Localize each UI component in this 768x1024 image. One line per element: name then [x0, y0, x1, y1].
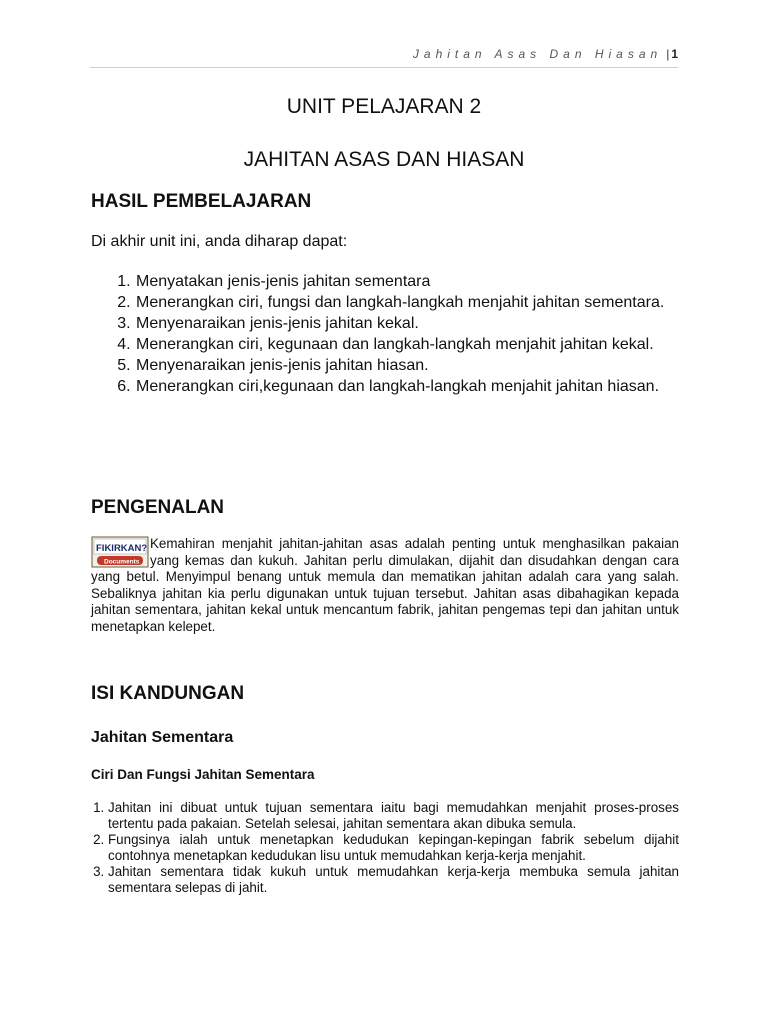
- pengenalan-heading: PENGENALAN: [91, 497, 225, 518]
- list-item: 3. Jahitan sementara tidak kukuh untuk memudahkan kerja-kerja membuka semula jahitan sementara selepas di jahit.: [108, 864, 679, 896]
- running-title: Jahitan Asas Dan Hiasan: [412, 47, 663, 61]
- ciri-fungsi-heading: Ciri Dan Fungsi Jahitan Sementara: [91, 767, 315, 782]
- jahitan-sementara-heading: Jahitan Sementara: [91, 729, 234, 746]
- header-rule: [90, 67, 678, 68]
- header-separator: |: [666, 47, 670, 61]
- topic-title: JAHITAN ASAS DAN HIASAN: [243, 148, 525, 171]
- hasil-intro: Di akhir unit ini, anda diharap dapat:: [91, 233, 348, 250]
- list-item: 4. Menerangkan ciri, kegunaan dan langkah-langkah menjahit jahitan kekal.: [135, 334, 679, 355]
- fikirkan-badge-icon: [91, 536, 149, 568]
- learning-outcomes-list: [91, 271, 679, 397]
- hasil-heading: HASIL PEMBELAJARAN: [91, 191, 312, 212]
- ciri-list: [91, 800, 679, 896]
- list-item: 1. Jahitan ini dibuat untuk tujuan sementara iaitu bagi memudahkan menjahit proses-proses tertentu pada pakaian. Setelah selesai, jahitan sementara akan dibuka semula.: [108, 800, 679, 832]
- list-item: 5. Menyenaraikan jenis-jenis jahitan hiasan.: [135, 355, 679, 376]
- pengenalan-paragraph: [91, 536, 679, 636]
- page-number: 1: [671, 47, 678, 61]
- list-item: 2. Menerangkan ciri, fungsi dan langkah-langkah menjahit jahitan sementara.: [135, 292, 679, 313]
- list-item: 3. Menyenaraikan jenis-jenis jahitan kekal.: [135, 313, 679, 334]
- badge-subtext: Documents: [104, 558, 140, 566]
- badge-text: FIKIRKAN?: [96, 543, 148, 554]
- unit-title: UNIT PELAJARAN 2: [286, 95, 482, 118]
- list-item: 2. Fungsinya ialah untuk menetapkan kedudukan kepingan-kepingan fabrik sebelum dijahit contohnya menetapkan kedudukan lisu untuk memudahkan kerja-kerja menjahit.: [108, 832, 679, 864]
- isi-heading: ISI KANDUNGAN: [91, 683, 245, 704]
- pengenalan-text: Kemahiran menjahit jahitan-jahitan asas adalah penting untuk menghasilkan pakaian yang kemas dan kukuh. Jahitan perlu dimulakan, dijahit dan disudahkan dengan cara yang betul. Menyimpul benang untuk memula dan mematikan jahitan adalah cara yang salah. Sebaliknya jahitan kia perlu digunakan untuk tujuan tersebut. Jahitan asas dibahagikan kepada jahitan sementara, jahitan kekal untuk mencantum fabrik, jahitan pengemas tepi dan jahitan untuk menetapkan kelepet.: [91, 536, 679, 634]
- list-item: 1. Menyatakan jenis-jenis jahitan sementara: [135, 271, 679, 292]
- running-header: [413, 47, 678, 61]
- list-item: 6. Menerangkan ciri,kegunaan dan langkah-langkah menjahit jahitan hiasan.: [135, 376, 679, 397]
